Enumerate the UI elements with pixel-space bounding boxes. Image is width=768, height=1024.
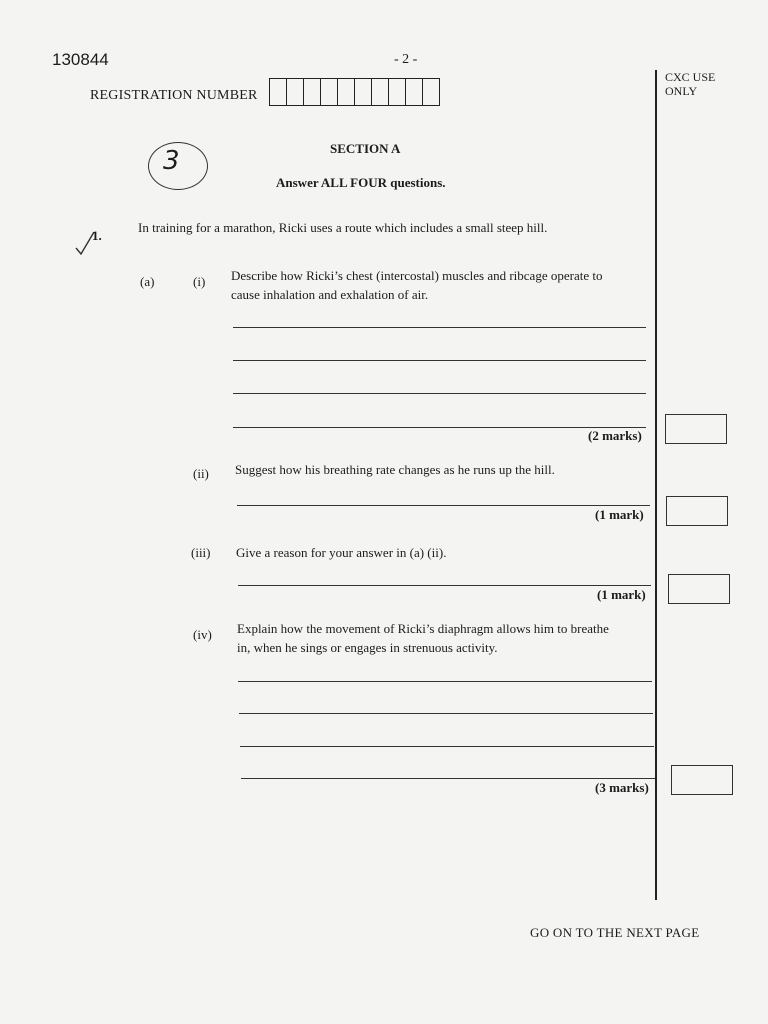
subpart-label: (i) <box>193 274 206 289</box>
answer-line[interactable] <box>233 327 646 328</box>
question-number: 1. <box>92 228 102 243</box>
marks-label: (1 mark) <box>597 587 646 602</box>
question-stem: In training for a marathon, Ricki uses a route which includes a small steep hill. <box>138 220 548 235</box>
section-title: SECTION A <box>330 141 401 156</box>
subpart-text: Describe how Ricki’s chest (intercostal) muscles and ribcage operate to <box>231 268 603 283</box>
answer-line[interactable] <box>241 778 655 779</box>
answer-line[interactable] <box>238 681 652 682</box>
registration-digit-box[interactable] <box>338 79 355 105</box>
registration-digit-box[interactable] <box>372 79 389 105</box>
registration-digit-box[interactable] <box>423 79 439 105</box>
subpart-label: (ii) <box>193 466 209 481</box>
subpart-label: (iii) <box>191 545 211 560</box>
registration-digit-box[interactable] <box>304 79 321 105</box>
subpart-text: in, when he sings or engages in strenuous activity. <box>237 640 498 655</box>
part-label: (a) <box>140 274 155 289</box>
marks-box[interactable] <box>671 765 733 795</box>
handwritten-mark: 3 <box>163 146 180 176</box>
marks-label: (2 marks) <box>588 428 642 443</box>
section-instruction: Answer ALL FOUR questions. <box>276 175 446 190</box>
page-number: - 2 - <box>394 52 418 67</box>
answer-line[interactable] <box>239 713 653 714</box>
answer-line[interactable] <box>233 393 646 394</box>
registration-digit-box[interactable] <box>406 79 423 105</box>
cxc-use-only-label: CXC USE ONLY <box>665 70 716 98</box>
paper-number: 130844 <box>52 50 109 69</box>
answer-line[interactable] <box>233 360 646 361</box>
subpart-label: (iv) <box>193 627 212 642</box>
registration-digit-box[interactable] <box>389 79 406 105</box>
registration-digit-box[interactable] <box>355 79 372 105</box>
registration-number-boxes[interactable] <box>269 78 440 106</box>
answer-line[interactable] <box>240 746 654 747</box>
answer-line[interactable] <box>238 585 651 586</box>
subpart-text: Explain how the movement of Ricki’s diaphragm allows him to breathe <box>237 621 609 636</box>
marks-box[interactable] <box>668 574 730 604</box>
answer-line[interactable] <box>233 427 646 428</box>
marks-box[interactable] <box>666 496 728 526</box>
marks-label: (3 marks) <box>595 780 649 795</box>
subpart-text: Suggest how his breathing rate changes as he runs up the hill. <box>235 462 555 477</box>
registration-digit-box[interactable] <box>321 79 338 105</box>
go-on-next-page: GO ON TO THE NEXT PAGE <box>530 925 700 940</box>
registration-digit-box[interactable] <box>270 79 287 105</box>
subpart-text: cause inhalation and exhalation of air. <box>231 287 429 302</box>
margin-divider <box>655 70 657 900</box>
answer-line[interactable] <box>237 505 650 506</box>
registration-label: REGISTRATION NUMBER <box>90 88 258 103</box>
marks-label: (1 mark) <box>595 507 644 522</box>
marks-box[interactable] <box>665 414 727 444</box>
subpart-text: Give a reason for your answer in (a) (ii). <box>236 545 447 560</box>
registration-digit-box[interactable] <box>287 79 304 105</box>
